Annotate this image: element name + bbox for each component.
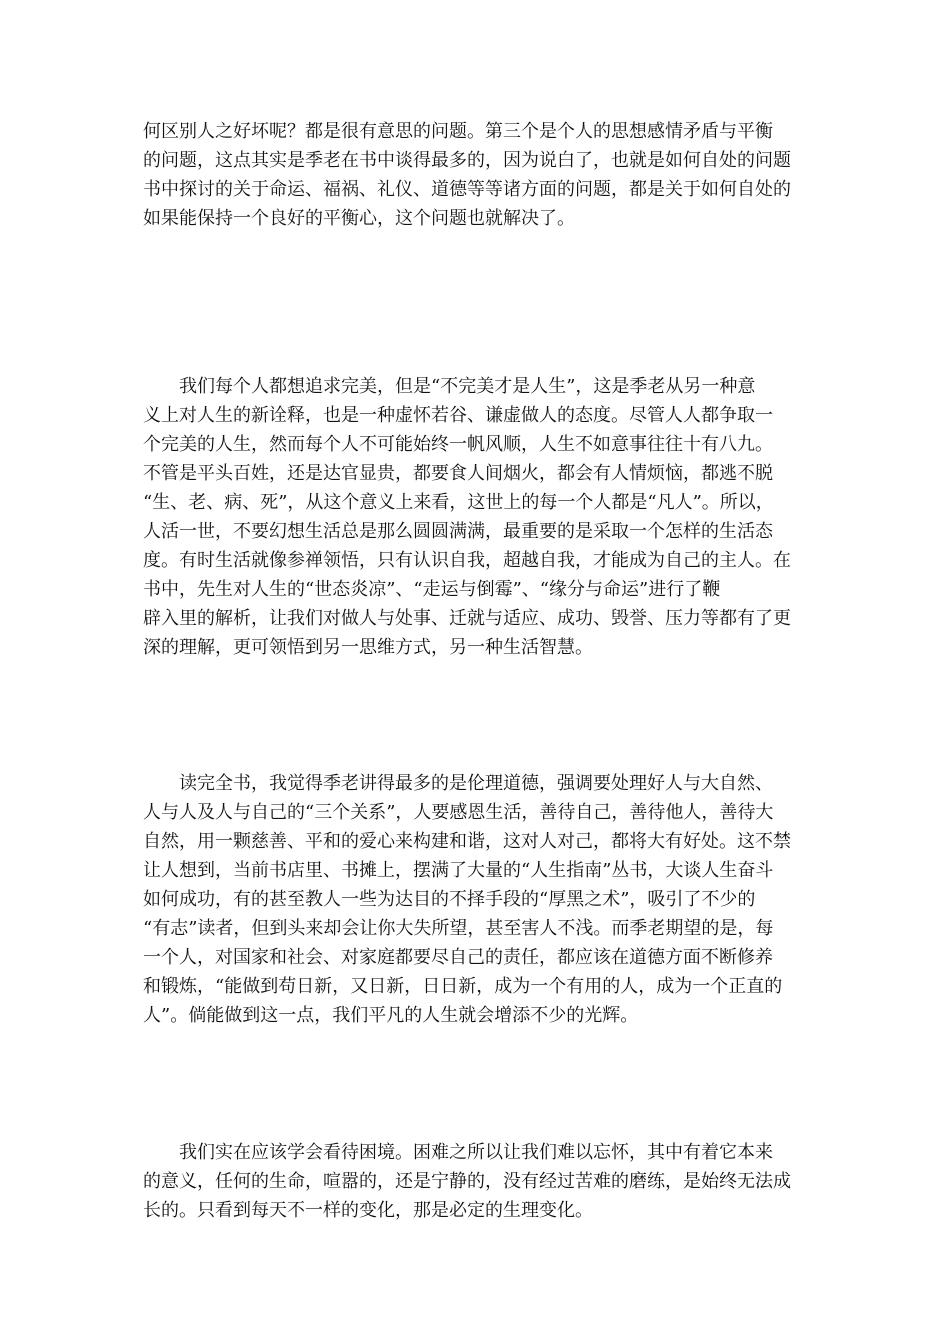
- paragraph-line: 人与人及人与自己的“三个关系”，人要感恩生活，善待自己，善待他人，善待大: [143, 802, 774, 823]
- paragraph-4: [143, 1138, 811, 1225]
- paragraph-line: 不管是平头百姓，还是达官显贵，都要食人间烟火，都会有人情烦恼，都逃不脱: [143, 463, 773, 484]
- paragraph-line: “有志”读者，但到头来却会让你大失所望，甚至害人不浅。而季老期望的是，每: [143, 918, 774, 939]
- paragraph-line: “生、老、病、死”，从这个意义上来看，这世上的每一个人都是“凡人”。所以，: [143, 492, 774, 513]
- paragraph-line: 书中探讨的关于命运、福祸、礼仪、道德等等诸方面的问题，都是关于如何自处的: [143, 179, 791, 200]
- paragraph-line: 何区别人之好坏呢？都是很有意思的问题。第三个是个人的思想感情矛盾与平衡: [143, 121, 773, 142]
- paragraph-line: 一个人，对国家和社会、对家庭都要尽自己的责任，都应该在道德方面不断修养: [143, 947, 773, 968]
- paragraph-line: 我们实在应该学会看待困境。困难之所以让我们难以忘怀，其中有着它本来: [179, 1142, 773, 1163]
- paragraph-line: 深的理解，更可领悟到另一思维方式，另一种生活智慧。: [143, 637, 593, 658]
- paragraph-line: 人”。倘能做到这一点，我们平凡的人生就会增添不少的光辉。: [143, 1005, 639, 1026]
- paragraph-line: 书中，先生对人生的“世态炎凉”、“走运与倒霉”、“缘分与命运”进行了鞭: [143, 579, 721, 600]
- paragraph-line: 我们每个人都想追求完美，但是“不完美才是人生”，这是季老从另一种意: [179, 376, 756, 397]
- paragraph-2: [143, 372, 811, 662]
- paragraph-1: [143, 117, 811, 233]
- paragraph-line: 和锻炼，“能做到苟日新，又日新，日日新，成为一个有用的人，成为一个正直的: [143, 976, 783, 997]
- paragraph-line: 的意义，任何的生命，喧嚣的，还是宁静的，没有经过苦难的磨练，是始终无法成: [143, 1171, 791, 1192]
- paragraph-line: 个完美的人生，然而每个人不可能始终一帆风顺，人生不如意事往往十有八九。: [143, 434, 773, 455]
- paragraph-line: 如果能保持一个良好的平衡心，这个问题也就解决了。: [143, 208, 575, 229]
- paragraph-line: 长的。只看到每天不一样的变化，那是必定的生理变化。: [143, 1200, 593, 1221]
- paragraph-line: 读完全书，我觉得季老讲得最多的是伦理道德，强调要处理好人与大自然、: [179, 773, 773, 794]
- paragraph-line: 义上对人生的新诠释，也是一种虚怀若谷、谦虚做人的态度。尽管人人都争取一: [143, 405, 773, 426]
- paragraph-line: 人活一世，不要幻想生活总是那么圆圆满满，最重要的是采取一个怎样的生活态: [143, 521, 773, 542]
- paragraph-line: 自然，用一颗慈善、平和的爱心来构建和谐，这对人对己，都将大有好处。这不禁: [143, 831, 791, 852]
- paragraph-3: [143, 769, 811, 1030]
- paragraph-line: 的问题，这点其实是季老在书中谈得最多的，因为说白了，也就是如何自处的问题: [143, 150, 791, 171]
- paragraph-line: 让人想到，当前书店里、书摊上，摆满了大量的“人生指南”丛书，大谈人生奋斗: [143, 860, 774, 881]
- paragraph-line: 如何成功，有的甚至教人一些为达目的不择手段的“厚黑之术”，吸引了不少的: [143, 889, 756, 910]
- paragraph-line: 度。有时生活就像参禅领悟，只有认识自我，超越自我，才能成为自己的主人。在: [143, 550, 791, 571]
- paragraph-line: 辟入里的解析，让我们对做人与处事、迁就与适应、成功、毁誉、压力等都有了更: [143, 608, 791, 629]
